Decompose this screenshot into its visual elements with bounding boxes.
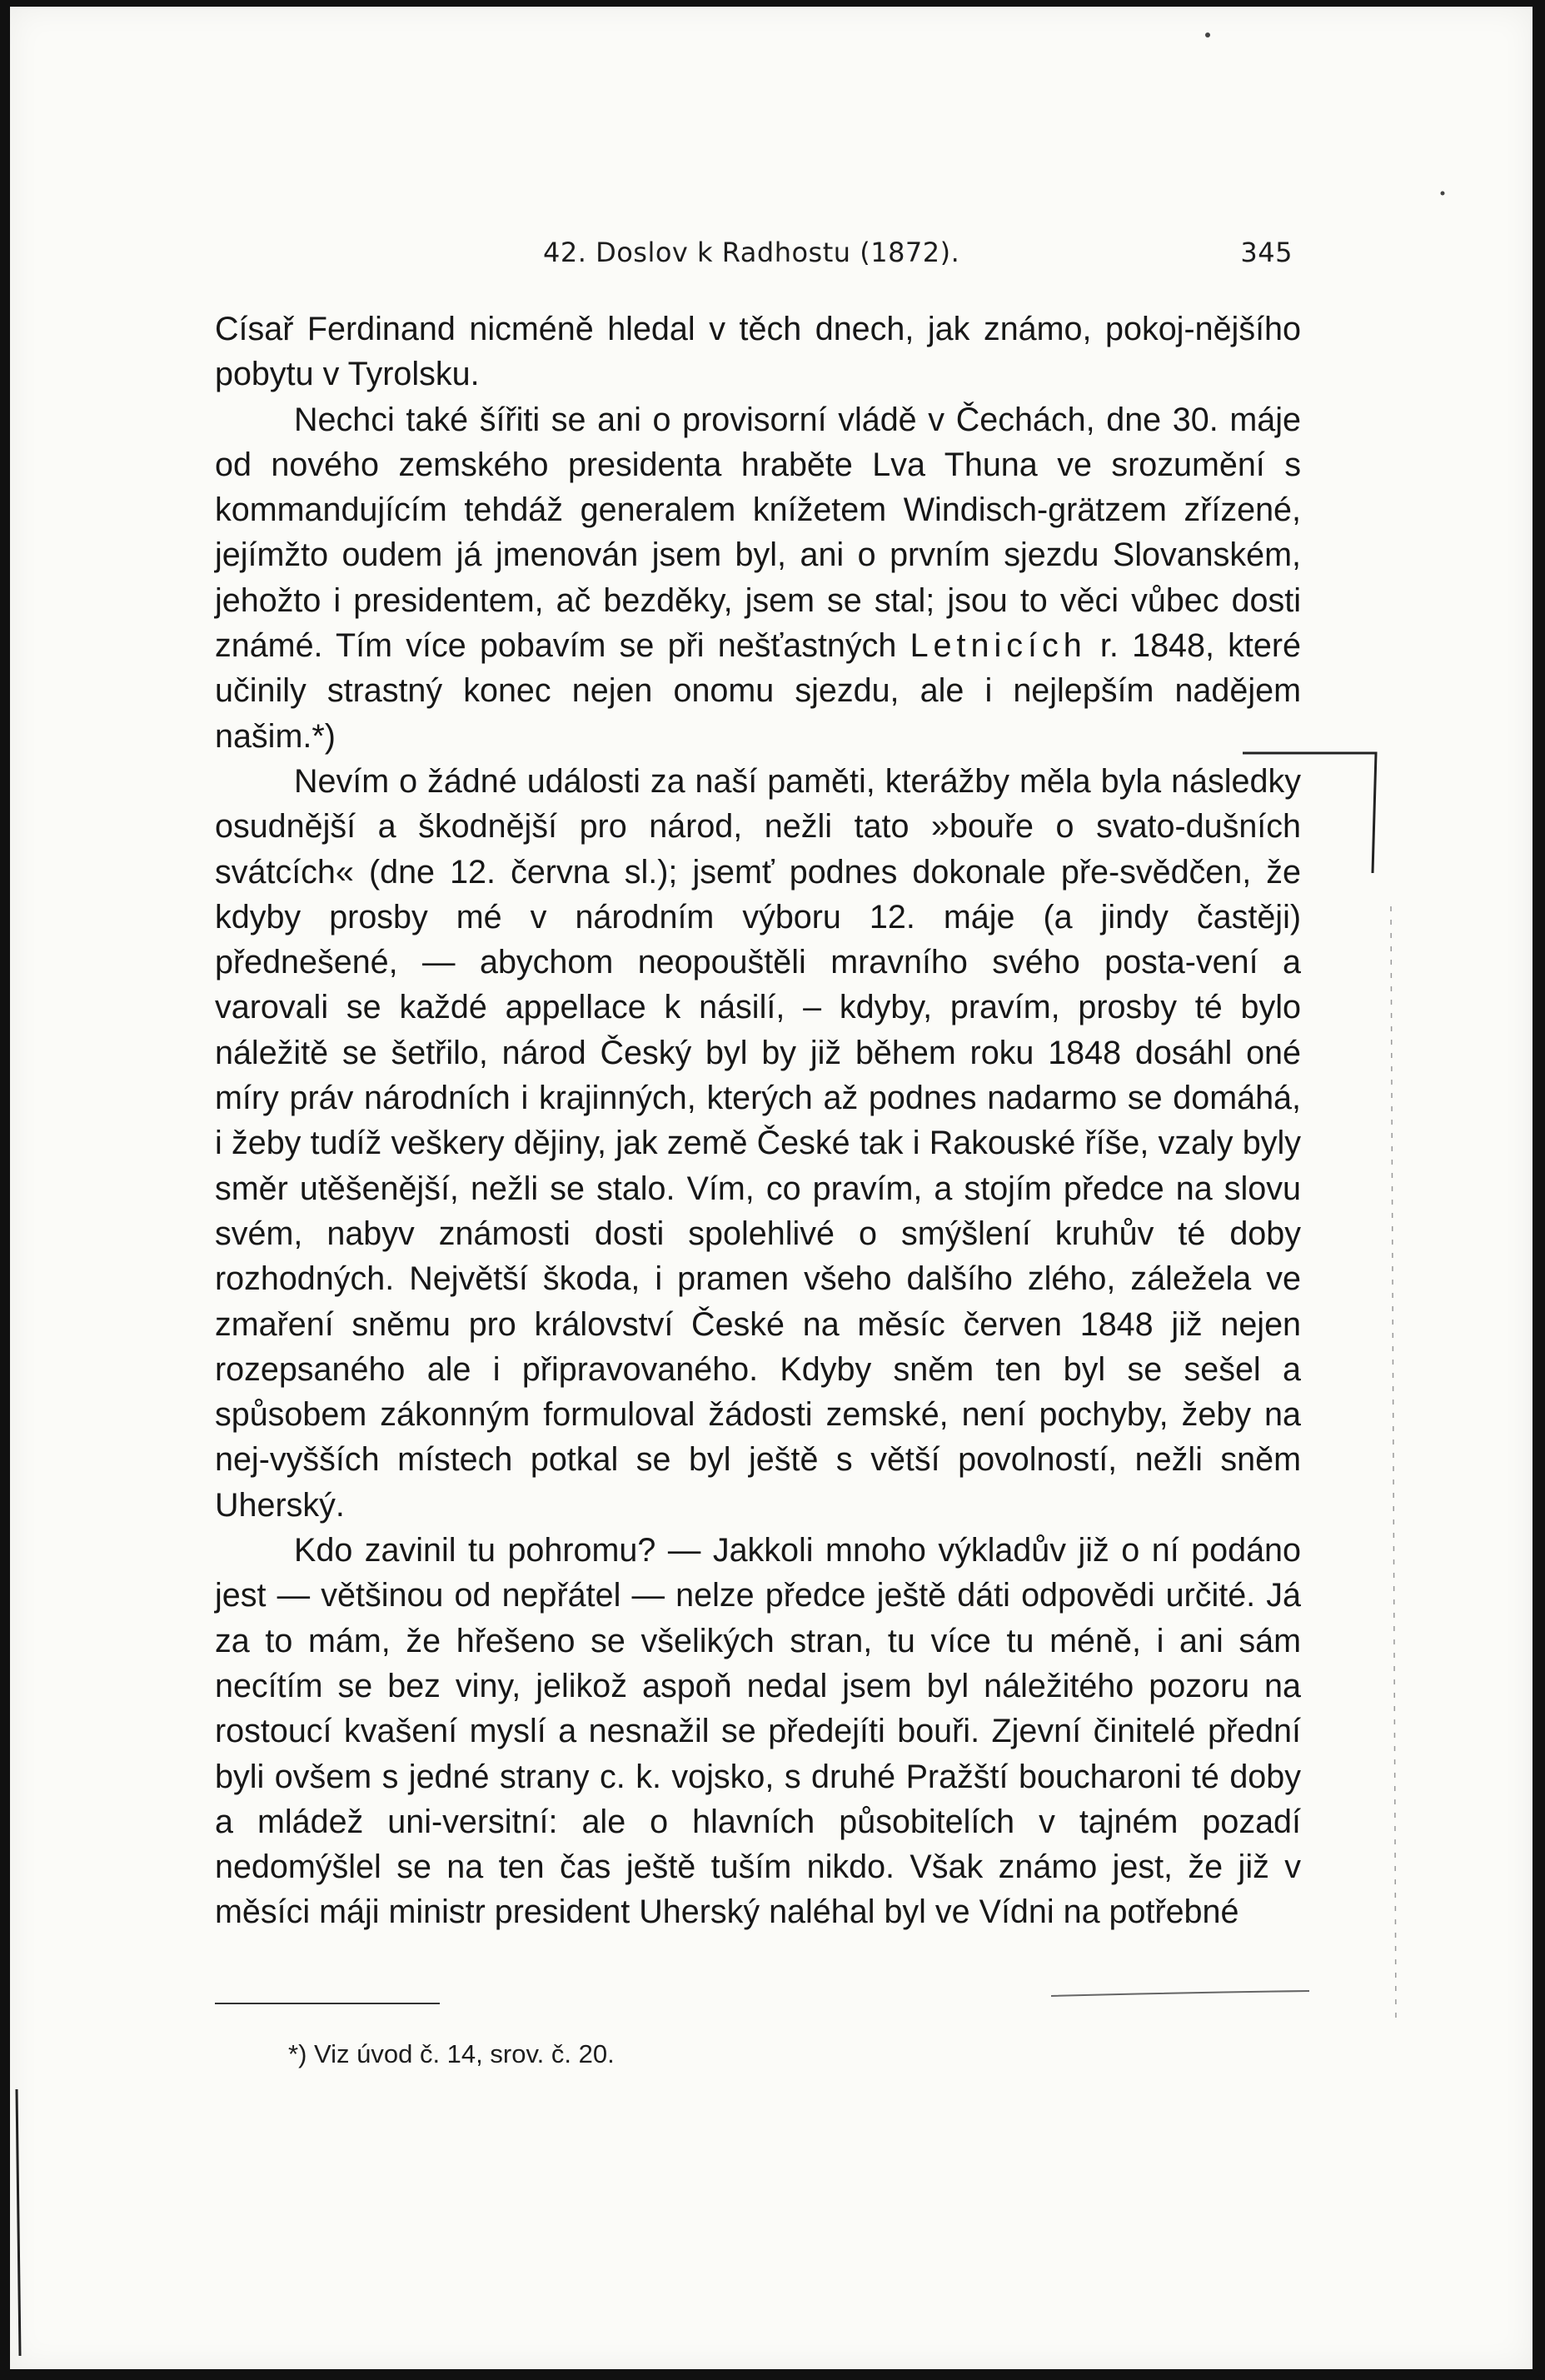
running-header	[543, 237, 1293, 278]
body-text	[215, 307, 1301, 1935]
underline-mark	[1051, 1991, 1309, 1996]
paragraph-4: Kdo zavinil tu pohromu? — Jakkoli mnoho výkladův již o ní podáno jest — většinou od nepřátel — nelze předce ještě dáti odpovědi určité. Já za to mám, že hřešeno se všelikých stran, tu více tu méně, i ani sám necítím se bez viny, jelikož aspoň nedal jsem byl náležitého pozoru na rostoucí kvašení myslí a nesnažil se předejíti bouři. Zjevní činitelé přední byli ovšem s jedné strany c. k. vojsko, s druhé Pražští boucharoni té doby a mládež uni-versitní: ale o hlavních působitelích v tajném pozadí nedomýšlel se na ten čas ještě tuším nikdo. Však známo jest, že již v měsíci máji ministr president Uherský naléhal byl ve Vídni na potřebné	[215, 1532, 1301, 1931]
chapter-title: 42. Doslov k Radhostu (1872).	[543, 237, 960, 268]
paragraph-2	[215, 397, 1301, 759]
speck	[1205, 32, 1210, 37]
footnote-rule	[215, 2003, 440, 2004]
paragraph-1: Císař Ferdinand nicméně hledal v těch dnech, jak známo, pokoj-nějšího pobytu v Tyrolsku.	[215, 311, 1301, 393]
spaced-word: Letnicích	[910, 627, 1087, 665]
page-number: 345	[1240, 237, 1293, 268]
paragraph-2-text: Nechci také šířiti se ani o provisorní vládě v Čechách, dne 30. máje od nového zemského presidenta hraběte Lva Thuna ve srozumění s kommandujícím tehdáž generalem knížetem Windisch-grätzem zřízené, jejímžto oudem já jmenován jsem byl, ani o prvním sjezdu Slovanském, jehožto i presidentem, ač bezděky, jsem se stal; jsou to věci vůbec dosti známé. Tím více pobavím se při nešťastných	[215, 401, 1301, 665]
paragraph-2-tail: r. 1848, které učinily strastný konec nejen onomu sjezdu, ale i nejlepším nadějem našim.*)	[215, 627, 1301, 755]
footnote: *) Viz úvod č. 14, srov. č. 20.	[288, 2039, 615, 2068]
speck	[1441, 192, 1445, 196]
book-page	[10, 7, 1533, 2369]
margin-line-right	[1391, 906, 1396, 2023]
paragraph-3: Nevím o žádné události za naší paměti, kterážby měla byla následky osudnější a škodnější pro národ, nežli tato »bouře o svato-dušních svátcích« (dne 12. června sl.); jsemť podnes dokonale pře-svědčen, že kdyby prosby mé v národním výboru 12. máje (a jindy častěji) přednešené, — abychom neopouštěli mravního svého posta-vení a varovali se každé appellace k násilí, – kdyby, pravím, prosby té bylo náležitě se šetřilo, národ Český byl by již během roku 1848 dosáhl oné míry práv národních i krajinných, kterých až podnes nadarmo se domáhá, i žeby tudíž veškery dějiny, jak země České tak i Rakouské říše, vzaly byly směr utěšenější, nežli se stalo. Vím, co pravím, a stojím předce na slovu svém, nabyv známosti dosti spolehlivé o smýšlení kruhův té doby rozhodných. Největší škoda, i pramen všeho dalšího zlého, záležela ve zmaření sněmu pro království České na měsíc červen 1848 již nejen rozepsaného ale i připravovaného. Kdyby sněm ten byl se sešel a spůsobem zákonným formuloval žádosti zemské, není pochyby, žeby na nej-vyšších místech potkal se byl ještě s větší povolností, nežli sněm Uherský.	[215, 762, 1301, 1524]
left-edge-mark	[17, 2089, 20, 2356]
